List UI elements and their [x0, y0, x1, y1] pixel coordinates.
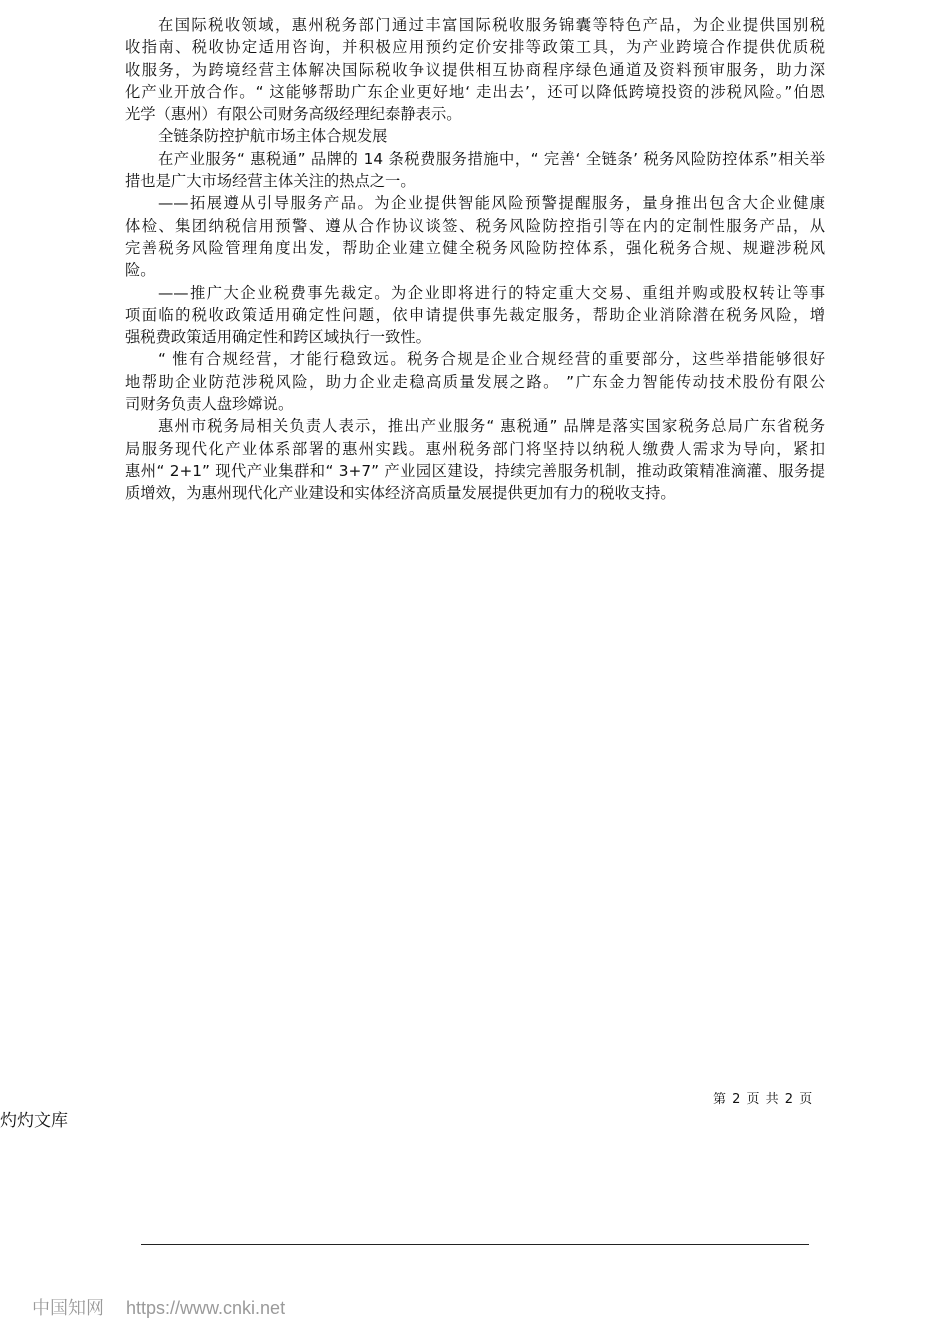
- text-line: ——拓展遵从引导服务产品。为企业提供智能风险预警提醒服务，量身推出包含大企业健康: [158, 194, 825, 213]
- text-line: 项面临的税收政策适用确定性问题，依申请提供事先裁定服务，帮助企业消除潜在税务风险，增: [125, 305, 825, 324]
- text-line: 质增效，为惠州现代化产业建设和实体经济高质量发展提供更加有力的税收支持。: [125, 484, 676, 503]
- text-line: 完善税务风险管理角度出发，帮助企业建立健全税务风险防控体系，强化税务合规、规避涉税风: [125, 238, 825, 257]
- text-line: 强税费政策适用确定性和跨区域执行一致性。: [125, 328, 431, 347]
- article-body: [125, 14, 825, 505]
- text-line: ——推广大企业税费事先裁定。为企业即将进行的特定重大交易、重组并购或股权转让等事: [158, 283, 825, 302]
- footer-divider: [141, 1244, 809, 1245]
- text-line: 光学（惠州）有限公司财务高级经理纪泰静表示。: [125, 105, 462, 124]
- text-line: 司财务负责人盘珍嫦说。: [125, 395, 294, 414]
- cnki-name: 中国知网: [32, 1298, 104, 1318]
- text-line: 在国际税收领域，惠州税务部门通过丰富国际税收服务锦囊等特色产品，为企业提供国别税: [158, 16, 825, 34]
- text-line: 险。: [125, 261, 156, 280]
- text-line: 化产业开放合作。“ 这能够帮助广东企业更好地‘ 走出去’，还可以降低跨境投资的涉税风险。”伯恩: [125, 82, 825, 101]
- text-line: 惠州“ 2+1” 现代产业集群和“ 3+7” 产业园区建设，持续完善服务机制，推动政策精准滴灌、服务提: [125, 461, 825, 480]
- text-line: 局服务现代化产业体系部署的惠州实践。惠州税务部门将坚持以纳税人缴费人需求为导向，紧扣: [125, 439, 825, 458]
- paragraph: [125, 14, 825, 125]
- cnki-footer: [32, 1294, 285, 1320]
- page-number: 第 2 页 共 2 页: [713, 1092, 814, 1107]
- paragraph: [125, 415, 825, 504]
- text-line: 全链条防控护航市场主体合规发展: [158, 127, 388, 146]
- text-line: 在产业服务“ 惠税通” 品牌的 14 条税费服务措施中，“ 完善‘ 全链条’ 税务风险防控体系”相关举: [158, 149, 825, 168]
- paragraph: [125, 148, 825, 193]
- text-line: “ 惟有合规经营，才能行稳致远。税务合规是企业合规经营的重要部分，这些举措能够很好: [158, 350, 825, 369]
- brand-label: 灼灼文库: [0, 1111, 68, 1131]
- text-line: 措也是广大市场经营主体关注的热点之一。: [125, 172, 416, 191]
- paragraph: [125, 192, 825, 281]
- text-line: 体检、集团纳税信用预警、遵从合作协议谈签、税务风险防控指引等在内的定制性服务产品，从: [125, 216, 825, 235]
- paragraph: [125, 125, 825, 147]
- text-line: 收服务，为跨境经营主体解决国际税收争议提供相互协商程序绿色通道及资料预审服务，助力深: [125, 60, 825, 79]
- text-line: 收指南、税收协定适用咨询，并积极应用预约定价安排等政策工具，为产业跨境合作提供优质税: [125, 38, 825, 57]
- text-line: 惠州市税务局相关负责人表示，推出产业服务“ 惠税通” 品牌是落实国家税务总局广东省税务: [158, 417, 825, 436]
- paragraph: [125, 348, 825, 415]
- cnki-url-link[interactable]: https://www.cnki.net: [126, 1298, 286, 1318]
- paragraph: [125, 282, 825, 349]
- text-line: 地帮助企业防范涉税风险，助力企业走稳高质量发展之路。 ”广东金力智能传动技术股份有限公: [125, 372, 825, 391]
